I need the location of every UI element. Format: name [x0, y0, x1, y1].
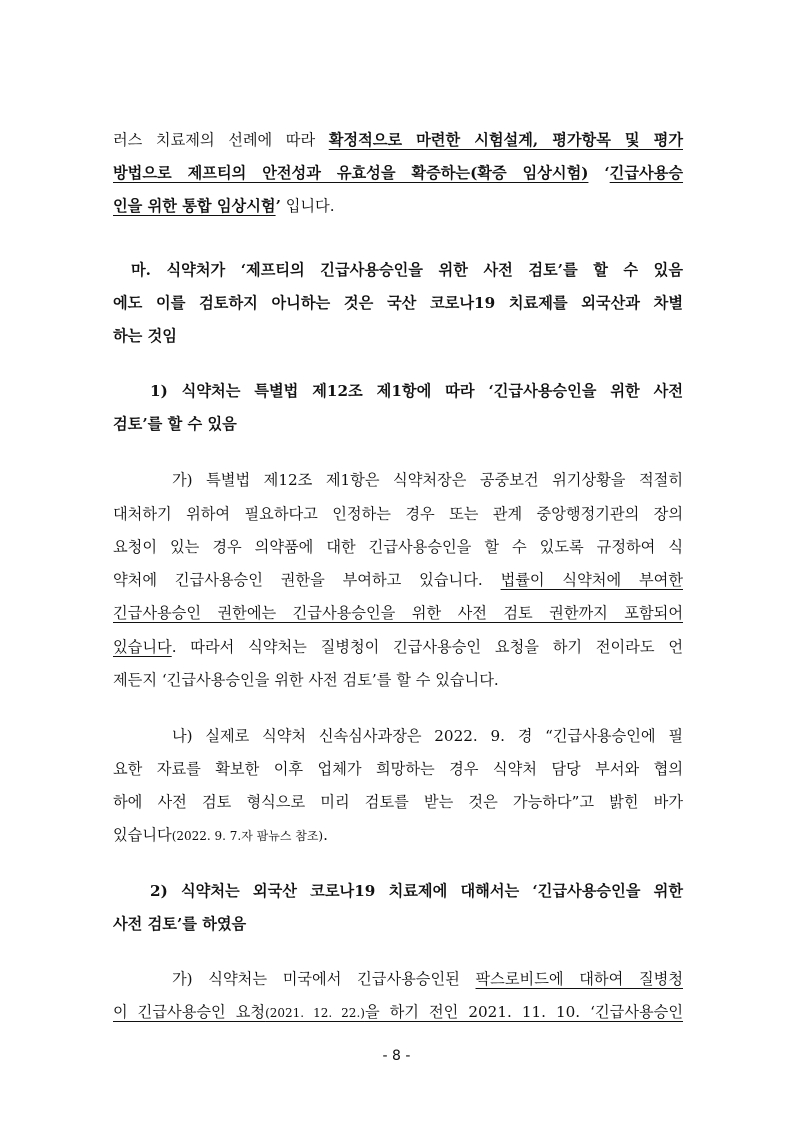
text-run: ‘	[588, 164, 610, 182]
text-run: 가) 식약처는 미국에서 긴급사용승인된	[172, 970, 476, 988]
text-run: 있습니다	[113, 826, 172, 844]
text-run: 하에 사전 검토 형식으로 미리 검토를 받는 것은 가능하다”고 밝힌 바가	[113, 793, 683, 811]
para-ga2-line-2	[113, 1001, 683, 1024]
text-run: 러스 치료제의 선례에 따라	[113, 131, 329, 149]
text-run: . 따라서 식약처는 질병청이 긴급사용승인 요청을 하기 전이라도 언	[171, 638, 683, 656]
page-number: - 8 -	[382, 1048, 411, 1064]
text-run: ’	[275, 197, 281, 215]
text-run: 확정적으로 마련한 시험설계, 평가항목 및 평가	[328, 131, 683, 149]
text-run: 1) 식약처는 특별법 제12조 제1항에 따라 ‘긴급사용승인을 위한 사전	[150, 382, 683, 400]
text-run: 2) 식약처는 외국산 코로나19 치료제에 대해서는 ‘긴급사용승인을 위한	[150, 882, 683, 900]
text-run: (2022. 9. 7.자 팜뉴스 참조)	[171, 829, 324, 843]
text-run: 긴급사용승	[609, 164, 684, 182]
para-ga-line-5	[113, 602, 683, 624]
text-run: (2021. 12. 22.)	[265, 1006, 365, 1020]
text-line-1	[113, 129, 683, 151]
text-run: 팍스로비드에 대하여 질병청	[475, 970, 683, 988]
text-run: 나) 실제로 식약처 신속심사과장은 2022. 9. 경 “긴급사용승인에 필	[172, 727, 683, 745]
text-run: 을 하기 전인 2021. 11. 10. ‘긴급사용승인	[364, 1003, 684, 1021]
subsection-1-line-2	[113, 413, 683, 435]
para-ga-line-6	[113, 636, 683, 658]
para-ga2-line-1	[172, 968, 683, 990]
text-run: 있습니다	[113, 638, 172, 656]
text-line-2	[113, 162, 683, 184]
para-ga-line-4	[113, 569, 683, 591]
section-ma-line-2	[113, 292, 683, 314]
section-ma-line-1	[131, 259, 683, 281]
para-ga-line-3	[113, 536, 683, 558]
text-line-3	[113, 195, 683, 217]
text-run: 긴급사용승인 권한에는 긴급사용승인을 위한 사전 검토 권한까지 포함되어	[113, 604, 683, 622]
text-run: 요청이 있는 경우 의약품에 대한 긴급사용승인을 할 수 있도록 규정하여 식	[113, 538, 683, 556]
text-run: 약처에 긴급사용승인 권한을 부여하고 있습니다.	[113, 571, 501, 589]
text-run: 법률이 식약처에 부여한	[500, 571, 683, 589]
para-ga-line-2	[113, 503, 683, 525]
para-na-line-3	[113, 791, 683, 813]
para-na-line-2	[113, 758, 683, 780]
text-run: 하는 것임	[113, 327, 177, 345]
text-run: 입니다.	[280, 197, 335, 215]
text-run: 이 긴급사용승인 요청	[113, 1003, 266, 1021]
para-na-line-1	[172, 725, 683, 747]
text-run: 제든지 ‘긴급사용승인을 위한 사전 검토’를 할 수 있습니다.	[113, 671, 499, 689]
text-run: 사전 검토’를 하였음	[113, 915, 247, 933]
para-na-line-4	[113, 824, 683, 847]
text-run: 에도 이를 검토하지 아니하는 것은 국산 코로나19 치료제를 외국산과 차별	[113, 294, 683, 312]
para-ga-line-1	[172, 469, 683, 491]
text-run: 검토’를 할 수 있음	[113, 415, 237, 433]
text-run: .	[323, 826, 328, 844]
text-run: 가) 특별법 제12조 제1항은 식약처장은 공중보건 위기상황을 적절히	[172, 471, 683, 489]
text-run: 인을 위한 통합 임상시험	[113, 197, 276, 215]
subsection-2-line-2	[113, 913, 683, 935]
section-ma-line-3	[113, 325, 683, 347]
text-run: 대처하기 위하여 필요하다고 인정하는 경우 또는 관계 중앙행정기관의 장의	[113, 505, 683, 523]
para-ga-line-7	[113, 669, 683, 691]
text-run: 마. 식약처가 ‘제프티의 긴급사용승인을 위한 사전 검토’를 할 수 있음	[131, 261, 683, 279]
subsection-2-line-1	[150, 880, 683, 902]
text-run: 요한 자료를 확보한 이후 업체가 희망하는 경우 식약처 담당 부서와 협의	[113, 760, 683, 778]
text-run: 방법으로 제프티의 안전성과 유효성을 확증하는(확증 임상시험)	[113, 164, 589, 182]
subsection-1-line-1	[150, 380, 683, 402]
